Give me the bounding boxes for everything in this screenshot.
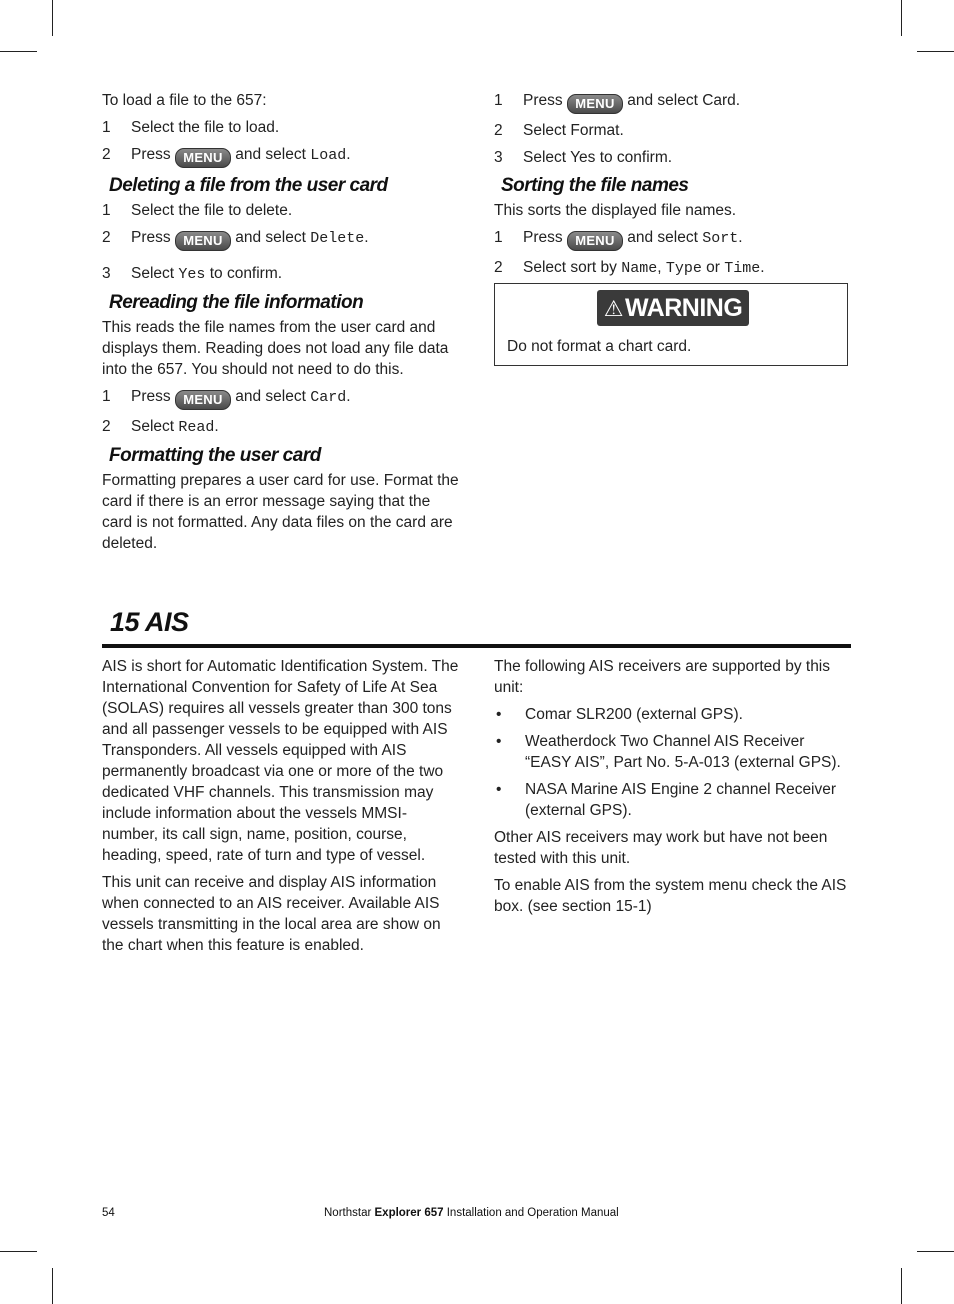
heading-sort-files: Sorting the file names bbox=[501, 175, 689, 196]
crop-mark bbox=[0, 51, 37, 52]
reread-step-1: 1 Press MENU and select Card. bbox=[102, 386, 460, 410]
bullet-icon: • bbox=[496, 781, 502, 798]
bullet-icon: • bbox=[496, 733, 502, 750]
warning-text: Do not format a chart card. bbox=[507, 338, 692, 355]
crop-mark bbox=[917, 51, 954, 52]
heading-reread-file: Rereading the file information bbox=[109, 292, 364, 313]
warning-label: WARNING bbox=[624, 294, 743, 322]
delete-step-3: 3 Select Yes to confirm. bbox=[102, 265, 283, 283]
ais-right-column bbox=[494, 656, 852, 923]
crop-mark bbox=[901, 1268, 902, 1304]
warning-box bbox=[494, 283, 848, 366]
format-text: Formatting prepares a user card for use. Format the card if there is an error message saying that the card is not formatted. Any data files on the card are deleted. bbox=[102, 472, 459, 552]
left-column-top bbox=[102, 90, 460, 560]
crop-mark bbox=[0, 1251, 37, 1252]
load-step-2: 2 Press MENU and select Load. bbox=[102, 144, 460, 168]
menu-key-icon: MENU bbox=[567, 231, 623, 251]
menu-key-icon: MENU bbox=[567, 94, 623, 114]
footer-title: Northstar Explorer 657 Installation and Operation Manual bbox=[324, 1207, 619, 1219]
menu-key-icon: MENU bbox=[175, 148, 231, 168]
ais-enable-instructions: To enable AIS from the system menu check the AIS box. (see section 15-1) bbox=[494, 877, 847, 915]
page-number: 54 bbox=[102, 1207, 115, 1219]
warning-triangle-icon: ⚠ bbox=[603, 296, 623, 321]
section-title: 15 AIS bbox=[110, 607, 189, 637]
warning-badge bbox=[597, 290, 749, 326]
menu-key-icon: MENU bbox=[175, 390, 231, 410]
heading-delete-file: Deleting a file from the user card bbox=[109, 175, 388, 196]
reread-text: This reads the file names from the user card and displays them. Reading does not load any file data into the 657. You should not need to do this. bbox=[102, 319, 449, 378]
list-item: • Comar SLR200 (external GPS). bbox=[496, 706, 743, 723]
load-step-1: 1 Select the file to load. bbox=[102, 119, 280, 136]
menu-key-icon: MENU bbox=[175, 231, 231, 251]
ais-paragraph-1: AIS is short for Automatic Identification System. The International Convention for Safety of Life At Sea (SOLAS) requires all vessels greater than 300 tons and all passenger vessels to be equipped with AIS Transponders. All vessels equipped with AIS permanently broadcast via one or more of the two dedicated VHF channels. This transmission may include information about the vessels MMSI-number, its call sign, name, position, course, heading, speed, rate of turn and type of vessel. bbox=[102, 658, 459, 864]
crop-mark bbox=[917, 1251, 954, 1252]
sort-text: This sorts the displayed file names. bbox=[494, 202, 737, 219]
list-item: • Weatherdock Two Channel AIS Receiver “EASY AIS”, Part No. 5-A-013 (external GPS). bbox=[496, 733, 841, 771]
crop-mark bbox=[52, 1268, 53, 1304]
list-item: • NASA Marine AIS Engine 2 channel Receiver (external GPS). bbox=[496, 781, 837, 819]
crop-mark bbox=[52, 0, 53, 36]
ais-receivers-intro: The following AIS receivers are supported by this unit: bbox=[494, 658, 831, 696]
format-step-3: 3 Select Yes to confirm. bbox=[494, 149, 673, 166]
ais-other-receivers: Other AIS receivers may work but have not been tested with this unit. bbox=[494, 829, 828, 867]
delete-step-2: 2 Press MENU and select Delete. bbox=[102, 227, 460, 251]
format-step-1: 1 Press MENU and select Card. bbox=[494, 90, 852, 114]
bullet-icon: • bbox=[496, 706, 502, 723]
format-step-2: 2 Select Format. bbox=[494, 122, 624, 139]
right-column-top bbox=[494, 90, 852, 285]
sort-step-2: 2 Select sort by Name, Type or Time. bbox=[494, 259, 765, 277]
heading-format-card: Formatting the user card bbox=[109, 445, 321, 466]
delete-step-1: 1 Select the file to delete. bbox=[102, 202, 293, 219]
crop-mark bbox=[901, 0, 902, 36]
reread-step-2: 2 Select Read. bbox=[102, 418, 219, 436]
section-rule bbox=[102, 644, 851, 648]
sort-step-1: 1 Press MENU and select Sort. bbox=[494, 227, 852, 251]
ais-left-column bbox=[102, 656, 460, 962]
ais-paragraph-2: This unit can receive and display AIS information when connected to an AIS receiver. Available AIS vessels transmitting in the local area are show on the chart when this feature is enabled. bbox=[102, 874, 441, 954]
load-intro: To load a file to the 657: bbox=[102, 92, 267, 109]
